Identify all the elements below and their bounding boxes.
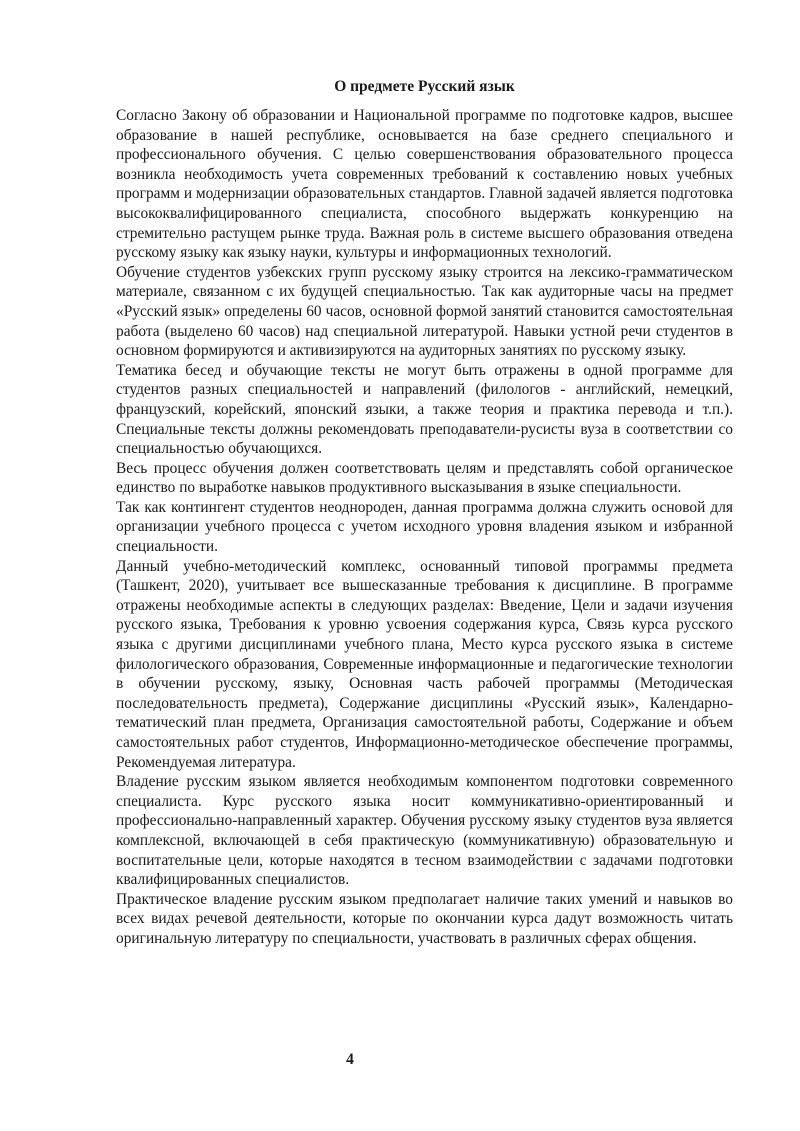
- paragraph-1: Согласно Закону об образовании и Национальной программе по подготовке кадров, высшее образование в нашей республике, основывается на базе среднего специального и профессионального обучения. С целью совершенствования образовательного процесса возникла необходимость учета современных требований к составлению новых учебных программ и модернизации образовательных стандартов. Главной задачей является подготовка высококвалифицированного специалиста, способного выдержать конкуренцию на стремительно растущем рынке труда. Важная роль в системе высшего образования отведена русскому языку как языку науки, культуры и информационных технологий.: [116, 107, 733, 262]
- paragraph-6: Данный учебно-методический комплекс, основанный типовой программы предмета (Ташкент, 2020), учитывает все вышесказанные требования к дисциплине. В программе отражены необходимые аспекты в следующих разделах: Введение, Цели и задачи изучения русского языка, Требования к уровню усвоения содержания курса, Связь курса русского языка с другими дисциплинами учебного плана, Место курса русского языка в системе филологического образования, Современные информационные и педагогические технологии в обучении русскому, языку, Основная часть рабочей программы (Методическая последовательность предмета), Содержание дисциплины «Русский язык», Календарно-тематический план предмета, Организация самостоятельной работы, Содержание и объем самостоятельных работ студентов, Информационно-методическое обеспечение программы, Рекомендуемая литература.: [116, 557, 733, 771]
- paragraph-2: Обучение студентов узбекских групп русскому языку строится на лексико-грамматическом материале, связанном с их будущей специальностью. Так как аудиторные часы на предмет «Русский язык» определены 60 часов, основной формой занятий становится самостоятельная работа (выделено 60 часов) над специальной литературой. Навыки устной речи студентов в основном формируются и активизируются на аудиторных занятиях по русскому языку.: [116, 263, 733, 360]
- document-title: О предмете Русский язык: [334, 78, 515, 95]
- paragraph-7: Владение русским языком является необходимым компонентом подготовки современного специалиста. Курс русского языка носит коммуникативно-ориентированный и профессионально-направленный характер. Обучения русскому языку студентов вуза является комплексной, включающей в себя практическую (коммуникативную) образовательную и воспитательные цели, которые находятся в тесном взаимодействии с задачами подготовки квалифицированных специалистов.: [116, 773, 733, 889]
- paragraph-3: Тематика бесед и обучающие тексты не могут быть отражены в одной программе для студентов разных специальностей и направлений (филологов - английский, немецкий, французский, корейский, японский языки, а также теория и практика перевода и т.п.). Специальные тексты должны рекомендовать преподаватели-русисты вуза в соответствии со специальностью обучающихся.: [116, 361, 733, 458]
- paragraph-5: Так как контингент студентов неоднороден, данная программа должна служить основой для организации учебного процесса с учетом исходного уровня владения языком и избранной специальности.: [116, 498, 733, 556]
- document-page: [116, 76, 733, 949]
- paragraph-4: Весь процесс обучения должен соответствовать целям и представлять собой органическое единство по выработке навыков продуктивного высказывания в языке специальности.: [116, 459, 733, 497]
- page-number: 4: [346, 1051, 354, 1068]
- paragraph-8: Практическое владение русским языком предполагает наличие таких умений и навыков во всех видах речевой деятельности, которые по окончании курса дадут возможность читать оригинальную литературу по специальности, участвовать в различных сферах общения.: [116, 890, 733, 947]
